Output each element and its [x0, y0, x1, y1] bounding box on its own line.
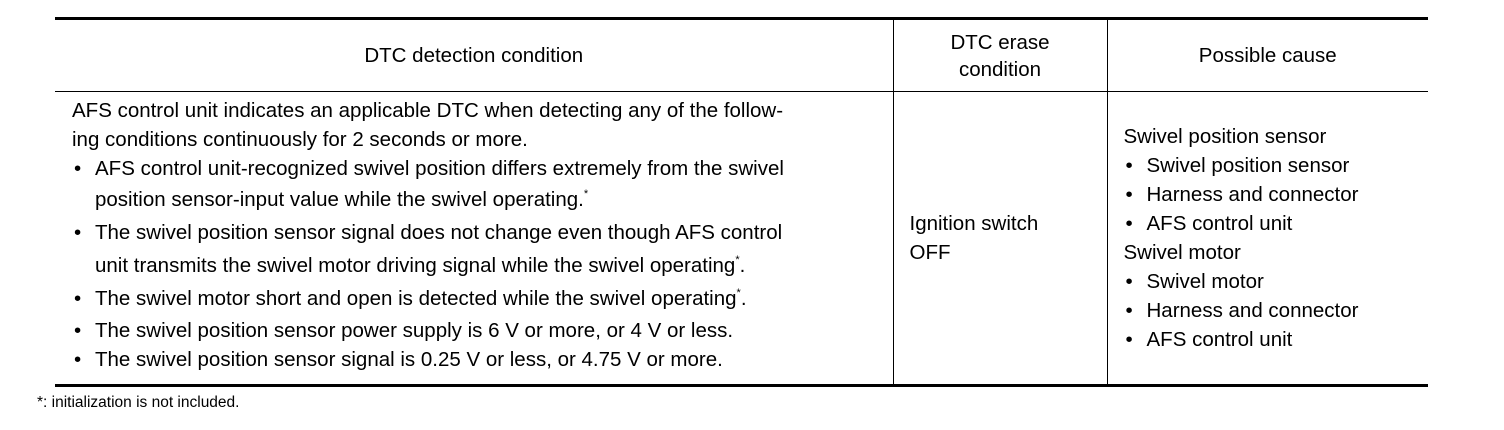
footnote-mark: *: [736, 287, 741, 299]
intro-line2: ing conditions continuously for 2 seconds or more.: [72, 128, 528, 151]
header-erase-condition: [893, 19, 1107, 92]
intro-line1: AFS control unit indicates an applicable DTC when detecting any of the follow-: [72, 99, 784, 122]
dtc-table: [55, 17, 1428, 387]
bullet-text: The swivel position sensor power supply is 6 V or more, or 4 V or less.: [95, 319, 734, 342]
header-row: [55, 19, 1428, 92]
footnote-mark: *: [735, 254, 740, 266]
bullet-text: The swivel position sensor signal is 0.25 V or less, or 4.75 V or more.: [95, 348, 723, 371]
condition-intro: [72, 96, 883, 154]
condition-bullet: [72, 154, 883, 216]
condition-bullet-list: [72, 154, 883, 374]
cause-group-title: Swivel position sensor: [1123, 125, 1327, 148]
footnote-mark: *: [583, 188, 589, 200]
list-item: • Swivel position sensor: [1124, 151, 1429, 180]
cause-list: [1124, 267, 1429, 354]
cause-group: [1124, 238, 1429, 354]
table-row: [55, 92, 1428, 386]
erase-line1: Ignition switch: [909, 212, 1039, 235]
condition-bullet: [72, 216, 883, 282]
header-erase-line1: DTC erase: [950, 30, 1050, 54]
footnote: *: initialization is not included.: [37, 394, 240, 411]
condition-bullet: [72, 316, 883, 345]
cause-list: [1124, 151, 1429, 238]
cause-group-title: Swivel motor: [1123, 241, 1241, 264]
erase-condition-cell: [893, 92, 1107, 386]
detection-condition-cell: [55, 92, 893, 386]
list-item: • Harness and connector: [1124, 296, 1429, 325]
bullet-tail: .: [739, 254, 746, 277]
cause-group: [1124, 122, 1429, 238]
bullet-text: position sensor-input value while the swivel operating.: [95, 188, 584, 211]
condition-bullet: [72, 282, 883, 316]
bullet-text: The swivel motor short and open is detected while the swivel operating: [95, 287, 737, 310]
list-item: • AFS control unit: [1124, 209, 1429, 238]
bullet-text: unit transmits the swivel motor driving signal while the swivel operating: [95, 254, 736, 277]
possible-cause-cell: [1107, 92, 1428, 386]
bullet-text: AFS control unit-recognized swivel position differs extremely from the swivel: [95, 157, 784, 180]
list-item: • AFS control unit: [1124, 325, 1429, 354]
condition-bullet: [72, 345, 883, 374]
header-erase-line2: condition: [958, 57, 1042, 81]
header-detection-condition: DTC detection condition: [55, 19, 893, 92]
erase-line2: OFF: [909, 241, 951, 264]
list-item: • Harness and connector: [1124, 180, 1429, 209]
bullet-tail: .: [740, 287, 747, 310]
bullet-text: The swivel position sensor signal does not change even though AFS control: [95, 221, 783, 244]
list-item: • Swivel motor: [1124, 267, 1429, 296]
header-possible-cause: Possible cause: [1107, 19, 1428, 92]
